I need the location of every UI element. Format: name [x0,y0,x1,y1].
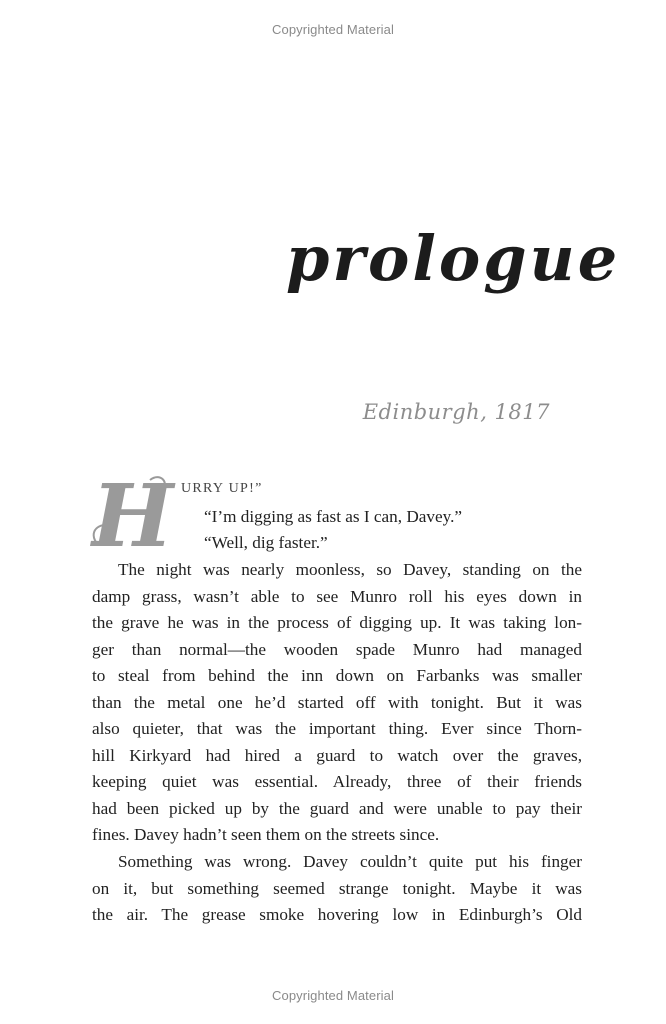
text-line: than the metal one he’d started off with tonight. But it was [92,692,582,712]
chapter-dateline: Edinburgh, 1817 [362,400,550,424]
text-line: to steal from behind the inn down on Farbanks was smaller [92,666,582,685]
text-line: also quieter, that was the important thing. Ever since Thorn- [92,719,582,738]
dialogue-line: “I’m digging as fast as I can, Davey.” [204,507,463,526]
text-line: hill Kirkyard had hired a guard to watch over the graves, [92,745,582,765]
text-line: the air. The grease smoke hovering low in Edinburgh’s Old [92,905,582,924]
header-watermark: Copyrighted Material [272,22,394,37]
chapter-title: prologue [286,222,621,295]
text-line: damp grass, wasn’t able to see Munro roll his eyes down in [92,586,582,606]
text-line: The night was nearly moonless, so Davey, standing on the [118,560,582,579]
text-line: had been picked up by the guard and were unable to pay their [92,798,582,818]
paragraph-1 [92,557,582,849]
opening-smallcaps: URRY UP!” [181,481,263,496]
dialogue-line: “Well, dig faster.” [204,533,328,552]
drop-cap-letter [88,470,178,560]
text-line: ger than normal—the wooden spade Munro had managed [92,639,582,659]
text-line: the grave he was in the process of digging up. It was taking lon- [92,613,582,632]
text-line: Something was wrong. Davey couldn’t quite put his finger [118,852,582,871]
drop-cap-glyph: H [92,470,174,560]
text-line: on it, but something seemed strange tonight. Maybe it was [92,878,582,898]
paragraph-2 [92,849,582,929]
text-line: keeping quiet was essential. Already, three of their friends [92,772,582,791]
text-line: fines. Davey hadn’t seen them on the streets since. [92,825,440,844]
footer-watermark: Copyrighted Material [272,988,394,1003]
